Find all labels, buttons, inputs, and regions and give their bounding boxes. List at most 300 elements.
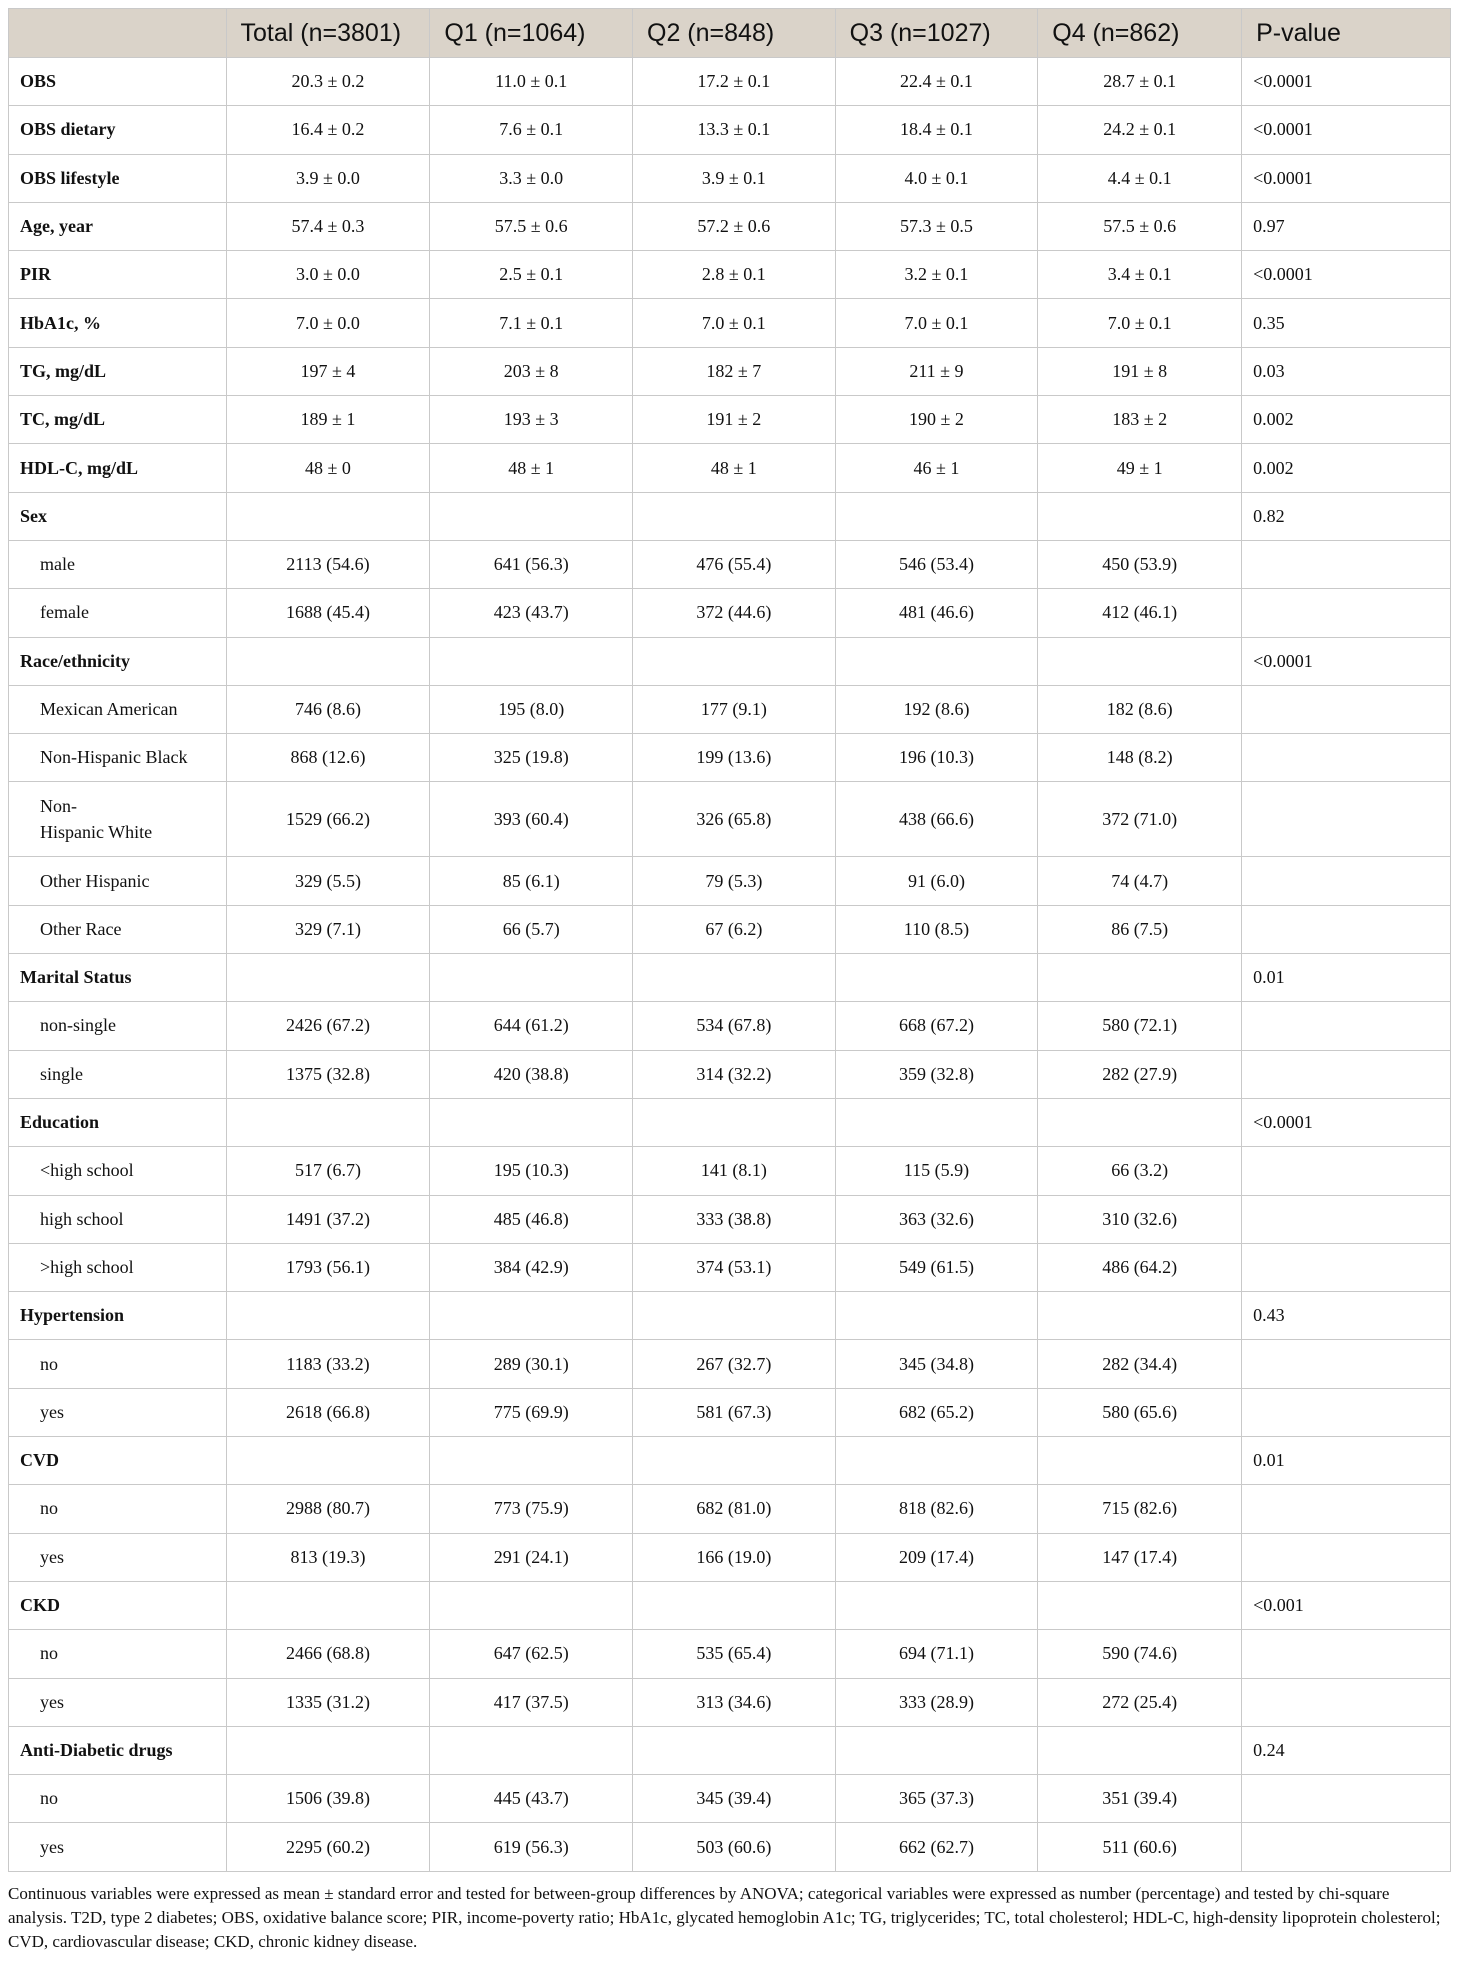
row-label: no — [9, 1340, 227, 1388]
cell-q1: 11.0 ± 0.1 — [430, 58, 633, 106]
cell-q3 — [835, 1581, 1038, 1629]
row-label — [9, 782, 227, 857]
cell-p-value: 0.002 — [1242, 396, 1451, 444]
table-row — [9, 954, 1451, 1002]
table-row — [9, 1340, 1451, 1388]
row-label: OBS lifestyle — [9, 154, 227, 202]
cell-q4 — [1038, 1292, 1242, 1340]
cell-total — [226, 1437, 430, 1485]
table-row — [9, 1485, 1451, 1533]
cell-q4: 24.2 ± 0.1 — [1038, 106, 1242, 154]
table-row — [9, 1775, 1451, 1823]
table-row — [9, 734, 1451, 782]
cell-q1: 289 (30.1) — [430, 1340, 633, 1388]
cell-q2: 67 (6.2) — [633, 905, 836, 953]
table-row — [9, 1098, 1451, 1146]
cell-q3: 7.0 ± 0.1 — [835, 299, 1038, 347]
cell-total: 2618 (66.8) — [226, 1388, 430, 1436]
cell-p-value: 0.97 — [1242, 202, 1451, 250]
table-row — [9, 1630, 1451, 1678]
cell-q4: 7.0 ± 0.1 — [1038, 299, 1242, 347]
cell-q1 — [430, 1437, 633, 1485]
cell-total: 1335 (31.2) — [226, 1678, 430, 1726]
cell-q3 — [835, 1098, 1038, 1146]
cell-q1 — [430, 1292, 633, 1340]
cell-p-value: <0.0001 — [1242, 106, 1451, 154]
cell-p-value: 0.24 — [1242, 1726, 1451, 1774]
cell-total: 2426 (67.2) — [226, 1002, 430, 1050]
cell-q4 — [1038, 1726, 1242, 1774]
cell-total: 48 ± 0 — [226, 444, 430, 492]
cell-p-value — [1242, 905, 1451, 953]
cell-total — [226, 954, 430, 1002]
table-row — [9, 1388, 1451, 1436]
cell-q1: 195 (8.0) — [430, 685, 633, 733]
cell-q4: 3.4 ± 0.1 — [1038, 251, 1242, 299]
cell-total: 3.0 ± 0.0 — [226, 251, 430, 299]
cell-q1: 7.6 ± 0.1 — [430, 106, 633, 154]
table-row — [9, 1243, 1451, 1291]
cell-q2: 534 (67.8) — [633, 1002, 836, 1050]
cell-q1: 641 (56.3) — [430, 540, 633, 588]
cell-q4: 4.4 ± 0.1 — [1038, 154, 1242, 202]
cell-total: 2988 (80.7) — [226, 1485, 430, 1533]
cell-q1 — [430, 954, 633, 1002]
table-body — [9, 58, 1451, 1872]
cell-p-value — [1242, 1002, 1451, 1050]
cell-q1: 420 (38.8) — [430, 1050, 633, 1098]
cell-q3: 549 (61.5) — [835, 1243, 1038, 1291]
row-label-line-2: Hispanic White — [40, 822, 153, 843]
cell-q3: 682 (65.2) — [835, 1388, 1038, 1436]
table-row — [9, 589, 1451, 637]
header-label — [9, 9, 227, 58]
cell-q1: 193 ± 3 — [430, 396, 633, 444]
cell-q4: 183 ± 2 — [1038, 396, 1242, 444]
cell-q3: 363 (32.6) — [835, 1195, 1038, 1243]
cell-q3 — [835, 1726, 1038, 1774]
cell-p-value — [1242, 1485, 1451, 1533]
cell-q3: 18.4 ± 0.1 — [835, 106, 1038, 154]
header-total: Total (n=3801) — [226, 9, 430, 58]
cell-p-value: 0.03 — [1242, 347, 1451, 395]
cell-total: 57.4 ± 0.3 — [226, 202, 430, 250]
cell-q2 — [633, 954, 836, 1002]
row-label: OBS — [9, 58, 227, 106]
table-row — [9, 154, 1451, 202]
cell-q4: 147 (17.4) — [1038, 1533, 1242, 1581]
cell-q4 — [1038, 1581, 1242, 1629]
cell-total: 1491 (37.2) — [226, 1195, 430, 1243]
cell-q1: 3.3 ± 0.0 — [430, 154, 633, 202]
table-row — [9, 1195, 1451, 1243]
cell-q2: 7.0 ± 0.1 — [633, 299, 836, 347]
cell-q2: 535 (65.4) — [633, 1630, 836, 1678]
cell-q4: 86 (7.5) — [1038, 905, 1242, 953]
characteristics-table — [8, 8, 1451, 1872]
row-label: PIR — [9, 251, 227, 299]
cell-q2: 314 (32.2) — [633, 1050, 836, 1098]
cell-q4: 191 ± 8 — [1038, 347, 1242, 395]
cell-q4: 580 (72.1) — [1038, 1002, 1242, 1050]
table-row — [9, 637, 1451, 685]
row-label: yes — [9, 1823, 227, 1871]
cell-total — [226, 1292, 430, 1340]
cell-total: 1506 (39.8) — [226, 1775, 430, 1823]
cell-q3: 365 (37.3) — [835, 1775, 1038, 1823]
cell-total: 329 (5.5) — [226, 857, 430, 905]
cell-q1: 66 (5.7) — [430, 905, 633, 953]
table-row — [9, 299, 1451, 347]
cell-q1 — [430, 492, 633, 540]
cell-q4 — [1038, 1437, 1242, 1485]
cell-q4 — [1038, 637, 1242, 685]
row-label: TC, mg/dL — [9, 396, 227, 444]
cell-total: 189 ± 1 — [226, 396, 430, 444]
row-label: >high school — [9, 1243, 227, 1291]
cell-q2: 79 (5.3) — [633, 857, 836, 905]
cell-total: 1793 (56.1) — [226, 1243, 430, 1291]
cell-q3: 668 (67.2) — [835, 1002, 1038, 1050]
row-label: Education — [9, 1098, 227, 1146]
cell-p-value — [1242, 1147, 1451, 1195]
table-row — [9, 540, 1451, 588]
cell-p-value: 0.35 — [1242, 299, 1451, 347]
header-row — [9, 9, 1451, 58]
cell-q1 — [430, 1581, 633, 1629]
cell-q2: 581 (67.3) — [633, 1388, 836, 1436]
cell-q3: 91 (6.0) — [835, 857, 1038, 905]
cell-total: 746 (8.6) — [226, 685, 430, 733]
cell-p-value — [1242, 540, 1451, 588]
cell-q3: 694 (71.1) — [835, 1630, 1038, 1678]
cell-q3: 359 (32.8) — [835, 1050, 1038, 1098]
cell-q3: 345 (34.8) — [835, 1340, 1038, 1388]
cell-total: 813 (19.3) — [226, 1533, 430, 1581]
cell-q1: 291 (24.1) — [430, 1533, 633, 1581]
cell-q4: 282 (34.4) — [1038, 1340, 1242, 1388]
cell-p-value: <0.001 — [1242, 1581, 1451, 1629]
table-row — [9, 492, 1451, 540]
cell-p-value: <0.0001 — [1242, 58, 1451, 106]
cell-q1: 85 (6.1) — [430, 857, 633, 905]
cell-q2 — [633, 492, 836, 540]
cell-p-value — [1242, 1533, 1451, 1581]
cell-q1 — [430, 1726, 633, 1774]
cell-p-value: 0.01 — [1242, 954, 1451, 1002]
row-label: yes — [9, 1678, 227, 1726]
cell-total — [226, 1581, 430, 1629]
row-label: female — [9, 589, 227, 637]
cell-q1: 417 (37.5) — [430, 1678, 633, 1726]
cell-p-value — [1242, 1630, 1451, 1678]
cell-q2: 3.9 ± 0.1 — [633, 154, 836, 202]
cell-q2: 199 (13.6) — [633, 734, 836, 782]
cell-total: 517 (6.7) — [226, 1147, 430, 1195]
cell-total — [226, 1098, 430, 1146]
cell-q2: 313 (34.6) — [633, 1678, 836, 1726]
cell-q2: 372 (44.6) — [633, 589, 836, 637]
cell-q3: 196 (10.3) — [835, 734, 1038, 782]
cell-total — [226, 492, 430, 540]
cell-q1: 325 (19.8) — [430, 734, 633, 782]
row-label: <high school — [9, 1147, 227, 1195]
cell-total: 1183 (33.2) — [226, 1340, 430, 1388]
row-label-line-1: Non- — [40, 796, 77, 817]
row-label: Sex — [9, 492, 227, 540]
row-label: Hypertension — [9, 1292, 227, 1340]
cell-q3: 333 (28.9) — [835, 1678, 1038, 1726]
row-label: high school — [9, 1195, 227, 1243]
row-label: CVD — [9, 1437, 227, 1485]
header-p-value: P-value — [1242, 9, 1451, 58]
cell-q4: 511 (60.6) — [1038, 1823, 1242, 1871]
cell-q1: 423 (43.7) — [430, 589, 633, 637]
row-label: yes — [9, 1388, 227, 1436]
cell-q1: 773 (75.9) — [430, 1485, 633, 1533]
table-row — [9, 347, 1451, 395]
cell-total: 2113 (54.6) — [226, 540, 430, 588]
cell-q1: 775 (69.9) — [430, 1388, 633, 1436]
cell-q2: 503 (60.6) — [633, 1823, 836, 1871]
cell-q4: 590 (74.6) — [1038, 1630, 1242, 1678]
cell-q3 — [835, 637, 1038, 685]
cell-total: 2295 (60.2) — [226, 1823, 430, 1871]
cell-q4: 715 (82.6) — [1038, 1485, 1242, 1533]
cell-total — [226, 637, 430, 685]
table-row — [9, 58, 1451, 106]
cell-q2 — [633, 1581, 836, 1629]
row-label: Anti-Diabetic drugs — [9, 1726, 227, 1774]
cell-total: 3.9 ± 0.0 — [226, 154, 430, 202]
cell-q2: 13.3 ± 0.1 — [633, 106, 836, 154]
cell-p-value: 0.01 — [1242, 1437, 1451, 1485]
row-label: Non-Hispanic Black — [9, 734, 227, 782]
cell-q1: 7.1 ± 0.1 — [430, 299, 633, 347]
cell-q2: 57.2 ± 0.6 — [633, 202, 836, 250]
cell-q3: 57.3 ± 0.5 — [835, 202, 1038, 250]
cell-q4: 310 (32.6) — [1038, 1195, 1242, 1243]
cell-q2: 326 (65.8) — [633, 782, 836, 857]
cell-total: 197 ± 4 — [226, 347, 430, 395]
cell-q2: 48 ± 1 — [633, 444, 836, 492]
cell-q4: 486 (64.2) — [1038, 1243, 1242, 1291]
cell-p-value — [1242, 1823, 1451, 1871]
cell-q3 — [835, 1292, 1038, 1340]
cell-total: 20.3 ± 0.2 — [226, 58, 430, 106]
header-q1: Q1 (n=1064) — [430, 9, 633, 58]
cell-q1: 445 (43.7) — [430, 1775, 633, 1823]
row-label: HbA1c, % — [9, 299, 227, 347]
cell-p-value — [1242, 1775, 1451, 1823]
cell-p-value: 0.43 — [1242, 1292, 1451, 1340]
cell-q2 — [633, 637, 836, 685]
cell-p-value: <0.0001 — [1242, 637, 1451, 685]
cell-q2 — [633, 1098, 836, 1146]
cell-p-value — [1242, 1243, 1451, 1291]
cell-total: 868 (12.6) — [226, 734, 430, 782]
cell-q3: 190 ± 2 — [835, 396, 1038, 444]
cell-q3 — [835, 954, 1038, 1002]
cell-q3: 662 (62.7) — [835, 1823, 1038, 1871]
table-row — [9, 782, 1451, 857]
table-row — [9, 1050, 1451, 1098]
cell-q3: 4.0 ± 0.1 — [835, 154, 1038, 202]
cell-q1: 644 (61.2) — [430, 1002, 633, 1050]
row-label: Race/ethnicity — [9, 637, 227, 685]
cell-total: 329 (7.1) — [226, 905, 430, 953]
cell-q2: 476 (55.4) — [633, 540, 836, 588]
row-label: non-single — [9, 1002, 227, 1050]
table-row — [9, 251, 1451, 299]
cell-total: 1375 (32.8) — [226, 1050, 430, 1098]
table-row — [9, 444, 1451, 492]
table-container — [8, 8, 1451, 1954]
row-label: no — [9, 1775, 227, 1823]
cell-total: 1688 (45.4) — [226, 589, 430, 637]
cell-q2: 374 (53.1) — [633, 1243, 836, 1291]
cell-total — [226, 1726, 430, 1774]
table-row — [9, 1823, 1451, 1871]
cell-q3: 46 ± 1 — [835, 444, 1038, 492]
cell-q2: 17.2 ± 0.1 — [633, 58, 836, 106]
cell-q2 — [633, 1726, 836, 1774]
header-q2: Q2 (n=848) — [633, 9, 836, 58]
row-label: CKD — [9, 1581, 227, 1629]
table-footnote: Continuous variables were expressed as mean ± standard error and tested for between-group differences by ANOVA; categorical variables were expressed as number (percentage) and tested by chi-square analysis. T2D, type 2 diabetes; OBS, oxidative balance score; PIR, income-poverty ratio; HbA1c, glycated hemoglobin A1c; TG, triglycerides; TC, total cholesterol; HDL-C, high-density lipoprotein cholesterol; CVD, cardiovascular disease; CKD, chronic kidney disease. — [8, 1883, 1441, 1951]
cell-q3: 209 (17.4) — [835, 1533, 1038, 1581]
cell-q2: 333 (38.8) — [633, 1195, 836, 1243]
cell-q4 — [1038, 954, 1242, 1002]
cell-p-value — [1242, 1195, 1451, 1243]
cell-q4 — [1038, 492, 1242, 540]
cell-q1 — [430, 1098, 633, 1146]
cell-q1: 48 ± 1 — [430, 444, 633, 492]
table-row — [9, 202, 1451, 250]
row-label: single — [9, 1050, 227, 1098]
cell-p-value — [1242, 1388, 1451, 1436]
cell-total: 1529 (66.2) — [226, 782, 430, 857]
cell-q1: 2.5 ± 0.1 — [430, 251, 633, 299]
cell-p-value — [1242, 734, 1451, 782]
cell-q2 — [633, 1437, 836, 1485]
cell-p-value — [1242, 1678, 1451, 1726]
table-row — [9, 685, 1451, 733]
cell-q3: 192 (8.6) — [835, 685, 1038, 733]
cell-q1: 619 (56.3) — [430, 1823, 633, 1871]
cell-q1: 195 (10.3) — [430, 1147, 633, 1195]
table-row — [9, 1437, 1451, 1485]
cell-p-value: <0.0001 — [1242, 251, 1451, 299]
cell-p-value: 0.002 — [1242, 444, 1451, 492]
cell-q2: 267 (32.7) — [633, 1340, 836, 1388]
row-label: male — [9, 540, 227, 588]
cell-q2 — [633, 1292, 836, 1340]
row-label: no — [9, 1485, 227, 1533]
table-row — [9, 1678, 1451, 1726]
cell-q4: 57.5 ± 0.6 — [1038, 202, 1242, 250]
table-row — [9, 1726, 1451, 1774]
table-row — [9, 1292, 1451, 1340]
cell-p-value — [1242, 685, 1451, 733]
table-row — [9, 1002, 1451, 1050]
cell-total: 16.4 ± 0.2 — [226, 106, 430, 154]
cell-q4: 272 (25.4) — [1038, 1678, 1242, 1726]
cell-q4: 28.7 ± 0.1 — [1038, 58, 1242, 106]
cell-q3: 546 (53.4) — [835, 540, 1038, 588]
row-label: Other Race — [9, 905, 227, 953]
row-label: Mexican American — [9, 685, 227, 733]
row-label: Marital Status — [9, 954, 227, 1002]
cell-q1: 384 (42.9) — [430, 1243, 633, 1291]
cell-q4 — [1038, 1098, 1242, 1146]
row-label: yes — [9, 1533, 227, 1581]
cell-p-value: 0.82 — [1242, 492, 1451, 540]
table-row — [9, 1581, 1451, 1629]
cell-q1 — [430, 637, 633, 685]
cell-total: 7.0 ± 0.0 — [226, 299, 430, 347]
row-label: Other Hispanic — [9, 857, 227, 905]
cell-q3: 115 (5.9) — [835, 1147, 1038, 1195]
cell-q1: 203 ± 8 — [430, 347, 633, 395]
cell-q4: 49 ± 1 — [1038, 444, 1242, 492]
cell-q1: 393 (60.4) — [430, 782, 633, 857]
table-row — [9, 857, 1451, 905]
row-label: HDL-C, mg/dL — [9, 444, 227, 492]
cell-q4: 372 (71.0) — [1038, 782, 1242, 857]
row-label: Age, year — [9, 202, 227, 250]
cell-q1: 647 (62.5) — [430, 1630, 633, 1678]
cell-q2: 2.8 ± 0.1 — [633, 251, 836, 299]
cell-q1: 57.5 ± 0.6 — [430, 202, 633, 250]
row-label: no — [9, 1630, 227, 1678]
cell-q4: 412 (46.1) — [1038, 589, 1242, 637]
cell-p-value — [1242, 1340, 1451, 1388]
cell-q3 — [835, 492, 1038, 540]
header-q3: Q3 (n=1027) — [835, 9, 1038, 58]
cell-p-value — [1242, 782, 1451, 857]
cell-q1: 485 (46.8) — [430, 1195, 633, 1243]
cell-p-value — [1242, 1050, 1451, 1098]
table-row — [9, 1533, 1451, 1581]
cell-total: 2466 (68.8) — [226, 1630, 430, 1678]
cell-q3: 818 (82.6) — [835, 1485, 1038, 1533]
cell-q4: 580 (65.6) — [1038, 1388, 1242, 1436]
cell-q2: 345 (39.4) — [633, 1775, 836, 1823]
cell-q3 — [835, 1437, 1038, 1485]
table-row — [9, 1147, 1451, 1195]
cell-q3: 110 (8.5) — [835, 905, 1038, 953]
cell-q2: 191 ± 2 — [633, 396, 836, 444]
table-row — [9, 106, 1451, 154]
table-row — [9, 905, 1451, 953]
cell-q3: 3.2 ± 0.1 — [835, 251, 1038, 299]
cell-q2: 682 (81.0) — [633, 1485, 836, 1533]
cell-q2: 166 (19.0) — [633, 1533, 836, 1581]
cell-q4: 282 (27.9) — [1038, 1050, 1242, 1098]
cell-q4: 148 (8.2) — [1038, 734, 1242, 782]
cell-q2: 141 (8.1) — [633, 1147, 836, 1195]
cell-p-value — [1242, 589, 1451, 637]
cell-p-value: <0.0001 — [1242, 154, 1451, 202]
header-q4: Q4 (n=862) — [1038, 9, 1242, 58]
cell-q3: 211 ± 9 — [835, 347, 1038, 395]
cell-q3: 481 (46.6) — [835, 589, 1038, 637]
cell-p-value: <0.0001 — [1242, 1098, 1451, 1146]
cell-q4: 66 (3.2) — [1038, 1147, 1242, 1195]
cell-q4: 74 (4.7) — [1038, 857, 1242, 905]
table-row — [9, 396, 1451, 444]
